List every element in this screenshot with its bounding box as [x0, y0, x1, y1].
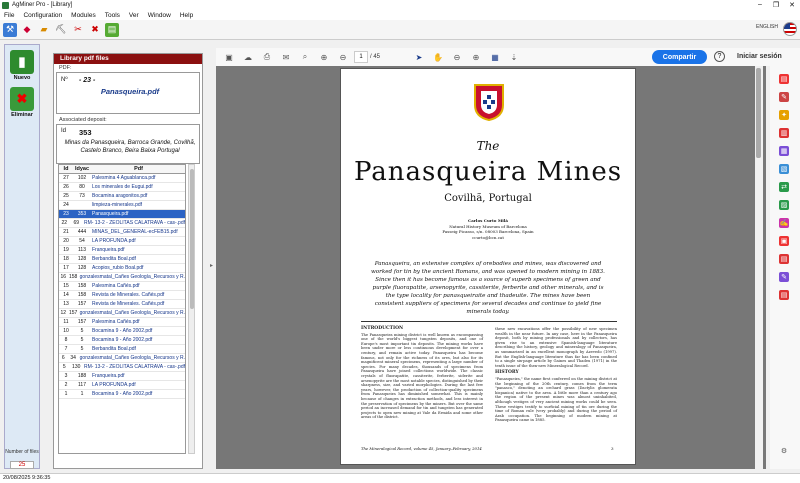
- cell-id: 7: [64, 346, 68, 352]
- language-label: ENGLISH: [756, 24, 778, 30]
- cell-idyac: 353: [77, 211, 87, 217]
- delete-icon: ✖: [16, 91, 28, 106]
- table-row[interactable]: [59, 381, 185, 390]
- cell-id: 2: [64, 382, 68, 388]
- fill-sign-icon[interactable]: ✍: [779, 220, 789, 227]
- cell-pdf: Panasqueira.pdf: [92, 211, 129, 217]
- cell-pdf: gonzalesmatal_Cañes Geología_Recursos y R.: [79, 355, 185, 361]
- deposit-section-label: Associated deposit:: [59, 117, 107, 123]
- menu-help[interactable]: Help: [179, 11, 194, 19]
- organize-icon[interactable]: ▦: [780, 148, 788, 155]
- col-id[interactable]: Id: [63, 166, 69, 172]
- tools-icon[interactable]: ✂: [74, 24, 82, 34]
- viewer-scrollbar[interactable]: [755, 66, 763, 469]
- cell-pdf: Bocamina 9 - Año 2002.pdf: [92, 391, 153, 397]
- pdf-name: Panasqueira.pdf: [100, 87, 160, 96]
- article-author-block: [341, 218, 635, 240]
- scan-icon[interactable]: ▨: [780, 202, 788, 209]
- delete-button[interactable]: [10, 87, 34, 111]
- cell-idyac: 54: [79, 238, 85, 244]
- cell-pdf: gonzalesmatal_Cañes Geología_Recursos y R.: [79, 310, 185, 316]
- right-tools-panel: [770, 66, 800, 469]
- flag-icon[interactable]: [783, 22, 797, 36]
- book-icon[interactable]: ▤: [105, 23, 119, 37]
- cell-pdf: RM- 13-2 - ZEOLITAS CALATRAVA - cas-.pdf: [83, 220, 185, 226]
- cell-idyac: 128: [77, 256, 87, 262]
- cell-pdf: LA PROFUNDA.pdf: [92, 238, 136, 244]
- table-row[interactable]: [59, 237, 185, 246]
- cell-pdf: Palesmina Cañés.pdf: [92, 319, 140, 325]
- deposit-line-1: Minas da Panasqueira, Barroca Grande, Covilhã,: [64, 140, 196, 146]
- article-right-column: [495, 327, 617, 423]
- cell-idyac: 130: [72, 364, 81, 370]
- history-heading: HISTORY: [495, 370, 519, 376]
- cell-id: 23: [63, 211, 69, 217]
- zoom-in-icon[interactable]: ⊕: [472, 52, 480, 62]
- cell-idyac: 5: [80, 337, 84, 343]
- library-panel: [53, 53, 203, 469]
- cell-pdf: Berbandita Boal.pdf: [92, 346, 136, 352]
- page-number-input[interactable]: 1: [354, 51, 368, 63]
- comment-icon[interactable]: ✦: [779, 110, 789, 120]
- deposit-id: 353: [79, 128, 92, 137]
- table-row[interactable]: [59, 219, 185, 228]
- table-row[interactable]: [59, 282, 185, 291]
- new-button[interactable]: [10, 50, 34, 74]
- scroll-mode-icon[interactable]: ⇣: [510, 52, 518, 62]
- deposit-name: [57, 139, 203, 155]
- cell-idyac: 5: [80, 328, 84, 334]
- cell-id: 3: [64, 373, 68, 379]
- menu-modules[interactable]: Modules: [71, 11, 96, 19]
- viewer-scroll-thumb[interactable]: [756, 68, 761, 158]
- main-toolbar: [0, 20, 800, 40]
- cell-pdf: Franqueira.pdf: [92, 247, 125, 253]
- cell-idyac: 1: [80, 391, 84, 397]
- library-header: Library pdf files: [54, 54, 202, 64]
- id-label: Id: [61, 128, 67, 134]
- more-tools-icon[interactable]: ▤: [780, 292, 788, 299]
- cell-pdf: Bocamina 9 - Año 2002.pdf: [92, 328, 153, 334]
- table-row[interactable]: [59, 363, 185, 372]
- article-page-number: 3: [611, 446, 614, 451]
- new-label: Nuevo: [13, 75, 31, 81]
- pdf-info-box: [56, 72, 200, 114]
- page-up-icon[interactable]: ⊕: [320, 52, 328, 62]
- help-icon[interactable]: ?: [714, 51, 725, 62]
- table-row[interactable]: [59, 354, 185, 363]
- cell-id: 8: [64, 337, 68, 343]
- cell-pdf: Palesmina 4 Aguablanca.pdf: [92, 175, 156, 181]
- pdf-page: [340, 68, 636, 465]
- cell-idyac: 158: [68, 274, 78, 280]
- app-icon: [2, 2, 9, 9]
- combine-icon[interactable]: ▥: [780, 130, 788, 137]
- cell-id: 1: [64, 391, 68, 397]
- cell-pdf: Palesmina Cañés.pdf: [92, 283, 140, 289]
- cell-id: 20: [63, 238, 69, 244]
- right-column-text: these new excavations offer the possibility of new specimen wealth in the near future. In any case, here in the Panasqueira deposit, both by mining professionals and by collectors, has given rise to an extensive Spanish-language literature describing the history, geology and mineralogy of Panasqueira, as summarized in an excellent monograph by Azevedo (1997). But the English-language literature thus far has been confined to a single six-page article by Gaines and Thadeu (1971) in the tenth issue of the then-new Mineralogical Record.: [495, 327, 617, 368]
- article-title: Panasqueira Mines: [353, 157, 623, 187]
- fit-page-icon[interactable]: ▦: [491, 52, 499, 62]
- title-bar: [0, 0, 800, 10]
- window-title: AgMiner Pro - [Library]: [12, 2, 73, 8]
- cell-idyac: 157: [77, 319, 87, 325]
- cell-id: 21: [63, 229, 69, 235]
- menu-window[interactable]: Window: [147, 11, 171, 19]
- table-row[interactable]: [59, 192, 185, 201]
- cell-id: 19: [63, 247, 69, 253]
- measure-icon[interactable]: ✎: [779, 272, 789, 282]
- cell-idyac: 158: [77, 292, 87, 298]
- pdf-viewer: [216, 66, 766, 469]
- article-left-column: [361, 327, 483, 420]
- menu-bar: [0, 10, 800, 20]
- table-scrollbar[interactable]: [188, 164, 195, 454]
- table-header: [59, 165, 185, 174]
- table-row[interactable]: [59, 228, 185, 237]
- deposit-box: [56, 124, 200, 164]
- cell-pdf: Bocamina aragonitos.pdf: [92, 193, 148, 199]
- article-location: Covilhã, Portugal: [444, 193, 532, 204]
- table-row[interactable]: [59, 210, 185, 219]
- table-row[interactable]: [59, 372, 185, 381]
- table-row[interactable]: [59, 273, 185, 282]
- cursor-icon[interactable]: ➤: [415, 52, 423, 62]
- article-the: The: [476, 139, 500, 153]
- pdf-section-label: PDF:: [59, 65, 72, 71]
- pdf-toolbar: [216, 48, 800, 66]
- author-address: Passeig Picasso, s/n. 08003 Barcelona, Spain: [442, 229, 534, 234]
- cell-pdf: RM- 13-2 - ZEOLITAS CALATRAVA - cas-.pdf: [83, 364, 185, 370]
- close-button[interactable]: ✕: [789, 2, 795, 9]
- divider: [361, 321, 617, 322]
- cell-idyac: 102: [77, 175, 87, 181]
- new-document-icon: ▮: [18, 54, 26, 69]
- col-idyac[interactable]: Idyac: [74, 166, 90, 172]
- cell-idyac: 34: [70, 355, 76, 361]
- cell-id: 27: [63, 175, 69, 181]
- cell-id: 12: [60, 310, 67, 316]
- upload-icon[interactable]: ☁: [244, 52, 252, 62]
- cell-id: 13: [63, 301, 69, 307]
- article-footer: The Mineralogical Record, volume 45, January–February, 2014: [361, 446, 482, 451]
- menu-ver[interactable]: Ver: [128, 11, 139, 19]
- cell-idyac: 444: [77, 229, 87, 235]
- diamond-icon[interactable]: ◆: [23, 24, 31, 34]
- cell-idyac: 80: [79, 184, 85, 190]
- cell-id: 5: [62, 364, 66, 370]
- cell-pdf: Franqueira.pdf: [92, 373, 125, 379]
- print-icon[interactable]: ⎙: [263, 52, 271, 61]
- cell-id: 14: [63, 292, 69, 298]
- cell-id: 16: [60, 274, 67, 280]
- share-button[interactable]: Compartir: [652, 50, 707, 64]
- pdf-number: - 23 -: [79, 77, 96, 84]
- folder-icon[interactable]: ▰: [40, 24, 48, 34]
- table-row[interactable]: [59, 246, 185, 255]
- delete-label: Eliminar: [11, 112, 33, 118]
- history-text: "Panasqueira," the name first conferred on the mining district at the beginning of the 20th century, comes from the term "panasco," denoting an orchard grass (Dactylis glomerata hispanica) native to the area. A little more than a century ago the region of the present mines was almost uninhabited, although vestiges of very ancient mining works could be seen. These vestiges testify to surficial mining of tin ore during the time of Roman rule (very probably) and during the period of Arab occupation. The beginning of modern mining at Panasqueira came in 1885.: [495, 376, 617, 423]
- x-icon[interactable]: ✖: [91, 24, 99, 34]
- table-row[interactable]: [59, 201, 185, 210]
- table-row[interactable]: [59, 309, 185, 318]
- cell-id: 15: [63, 283, 69, 289]
- settings-icon[interactable]: ⚙: [780, 448, 788, 455]
- cell-pdf: Revista de Minerales. Cañés.pdf: [92, 301, 165, 307]
- cell-idyac: 157: [77, 301, 87, 307]
- intro-text: The Panasqueira mining district is well known as encompassing one of the world's biggest tungsten deposits, and one of Europe's most important tin deposits. The mining works have been under more or less continuous development for over a century, and remain active today. Panasqueira has become famous, not only for the richness of its ores, but also for its magnificent mineral specimens, representing a large number of species. For many decades, thousands of specimens from Panasqueira have joined collections worldwide. The classic crystals of fluorapatite, cassiterite, ferberite, siderite and arsenopyrite are the most notable species, distinguished by their sharpness, size, and varied morphologies. During the last few years, however, the production of collection-quality specimens from Panasqueira has diminished somewhat. This is mainly because of changes in extraction methods, and less interest in the preservation of specimens by the miners. But over the same period an increased demand for tin and tungsten has generated projects to open new mining at Vale da Ermida and some other areas of the district.: [361, 332, 483, 420]
- table-row[interactable]: [59, 183, 185, 192]
- article-abstract: Panasqueira, an extensive complex of orebodies and mines, was discovered and worked for tin by the ancient Romans, and was opened to modern mining in 1883. Since then it has become famous as a source of superb specimens of green and purple fluorapatite, arsenopyrite, cassiterite, ferberite and other minerals, and is the type locality for panasqueiraite and thadeuite. The mines have been consistent suppliers of specimens for several decades and continue to yield fine minerals today.: [371, 261, 605, 315]
- convert-icon[interactable]: ⇄: [779, 182, 789, 192]
- menu-configuration[interactable]: Configuration: [23, 11, 63, 19]
- table-row[interactable]: [59, 255, 185, 264]
- table-row[interactable]: [59, 174, 185, 183]
- files-count-label: Number of files: [5, 449, 39, 455]
- pdf-table: [58, 164, 186, 454]
- menu-tools[interactable]: Tools: [104, 11, 120, 19]
- cell-id: 17: [63, 265, 69, 271]
- cell-pdf: limpieza-minerales.pdf: [92, 202, 143, 208]
- cell-id: 26: [63, 184, 69, 190]
- col-pdf[interactable]: Pdf: [134, 166, 143, 172]
- pickaxe-icon[interactable]: ⛏: [55, 24, 67, 34]
- edit-pdf-icon[interactable]: ✎: [779, 92, 789, 102]
- number-label: Nº: [61, 77, 68, 83]
- author-affiliation: Natural History Museum of Barcelona: [449, 223, 527, 229]
- search-icon[interactable]: ⌕: [302, 52, 308, 61]
- deposit-line-2: Castelo Branco, Beira Baixa Portugal: [80, 148, 180, 154]
- table-row[interactable]: [59, 390, 185, 399]
- cell-id: 11: [63, 319, 69, 325]
- page-down-icon[interactable]: ⊖: [339, 52, 347, 62]
- table-row[interactable]: [59, 327, 185, 336]
- minimize-button[interactable]: –: [758, 1, 762, 8]
- maximize-button[interactable]: ❐: [772, 2, 780, 9]
- cell-pdf: Los minerales de Eugui.pdf: [92, 184, 153, 190]
- intro-heading: INTRODUCTION: [361, 326, 404, 331]
- save-icon[interactable]: ▣: [225, 52, 233, 62]
- cell-pdf: LA PROFUNDA.pdf: [92, 382, 136, 388]
- cell-pdf: MINAS_DEL_GENERAL-ecFEB15.pdf: [92, 229, 178, 235]
- app-icon-button[interactable]: ⚒: [3, 23, 17, 37]
- cell-idyac: 188: [77, 373, 87, 379]
- cell-idyac: 128: [77, 265, 87, 271]
- cell-idyac: 69: [73, 220, 79, 226]
- cell-pdf: Berbandita Boal.pdf: [92, 256, 136, 262]
- cell-id: 10: [63, 328, 69, 334]
- cell-id: 24: [63, 202, 69, 208]
- cell-id: 6: [61, 355, 65, 361]
- table-row[interactable]: [59, 264, 185, 273]
- cell-id: 22: [61, 220, 68, 226]
- mail-icon[interactable]: ✉: [282, 52, 290, 62]
- cell-pdf: Revista de Minerales. Cañés.pdf: [92, 292, 165, 298]
- table-row[interactable]: [59, 345, 185, 354]
- coat-of-arms-icon: [471, 81, 507, 121]
- status-bar: [0, 473, 800, 483]
- table-row[interactable]: [59, 291, 185, 300]
- export-pdf-icon[interactable]: ▤: [780, 76, 788, 83]
- table-body: [59, 174, 185, 399]
- cell-idyac: 157: [68, 310, 78, 316]
- compress-icon[interactable]: ▧: [780, 166, 788, 173]
- table-row[interactable]: [59, 336, 185, 345]
- redact-icon[interactable]: ▤: [780, 256, 788, 263]
- status-datetime: 20/08/2025 9:36:35: [3, 475, 51, 481]
- cell-pdf: Acopios_rubio Boal.pdf: [92, 265, 144, 271]
- author-email: ccurto@bcn.cat: [472, 234, 504, 240]
- page-total: / 45: [370, 54, 381, 60]
- author-name: Carlos Curto Milà: [468, 218, 508, 223]
- cell-id: 25: [63, 193, 69, 199]
- table-row[interactable]: [59, 300, 185, 309]
- cell-id: 18: [63, 256, 69, 262]
- protect-icon[interactable]: ▣: [780, 238, 788, 245]
- menu-file[interactable]: File: [4, 11, 15, 19]
- login-link[interactable]: Iniciar sesión: [737, 53, 782, 60]
- cell-idyac: 158: [77, 283, 87, 289]
- hand-icon[interactable]: ✋: [433, 52, 443, 62]
- cell-idyac: 117: [78, 382, 86, 388]
- left-panel: [4, 44, 40, 469]
- files-count-value: 25: [10, 461, 34, 469]
- zoom-out-icon[interactable]: ⊖: [453, 52, 461, 62]
- collapse-arrow-icon[interactable]: ▸: [210, 263, 214, 269]
- table-row[interactable]: [59, 318, 185, 327]
- cell-pdf: gonzalesmatal_Cañes Geología_Recursos y R.: [79, 274, 185, 280]
- window-controls: [752, 1, 800, 9]
- scroll-thumb[interactable]: [190, 169, 194, 309]
- cell-idyac: 73: [79, 193, 85, 199]
- cell-pdf: Bocamina 9 - Año 2002.pdf: [92, 337, 153, 343]
- cell-idyac: 113: [78, 247, 86, 253]
- cell-idyac: 5: [80, 346, 84, 352]
